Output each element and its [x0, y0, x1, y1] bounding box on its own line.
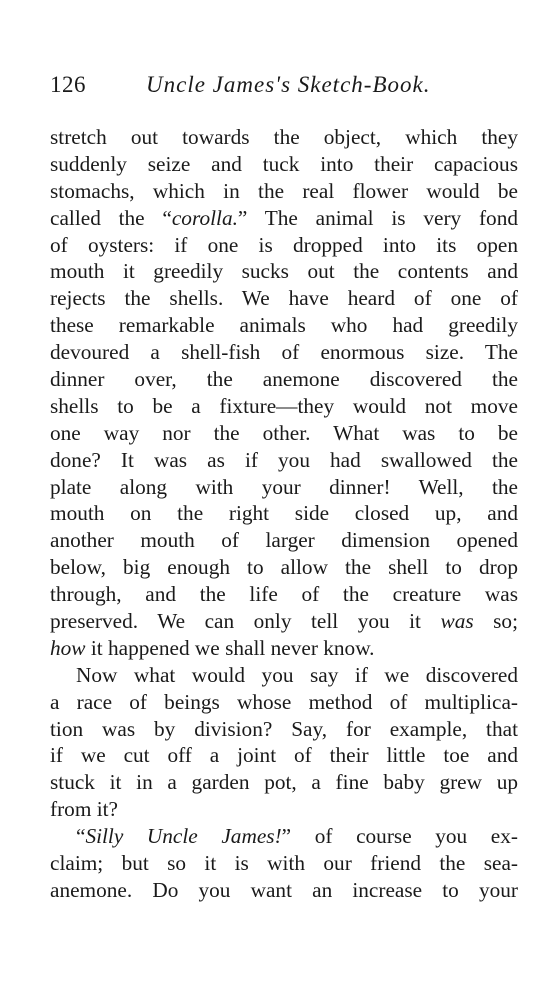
text-line	[50, 823, 518, 850]
text-line	[50, 796, 518, 823]
text-segment: done? It was as if you had swallowed the	[50, 447, 518, 472]
text-segment: called the “	[50, 205, 172, 230]
text-line	[50, 205, 518, 232]
text-segment: these remarkable animals who had greedily	[50, 313, 518, 338]
text-line	[50, 769, 518, 796]
page-header	[50, 72, 520, 106]
text-line	[50, 500, 518, 527]
text-segment: anemone. Do you want an increase to your	[50, 877, 518, 902]
text-line	[50, 608, 518, 635]
text-line	[50, 124, 518, 151]
text-segment: below, big enough to allow the shell to drop	[50, 555, 518, 580]
text-segment: if we cut off a joint of their little toe and	[50, 743, 518, 768]
text-segment: “	[76, 824, 86, 849]
text-line	[50, 850, 518, 877]
text-line	[50, 339, 518, 366]
text-line	[50, 742, 518, 769]
italic-text: was	[440, 609, 474, 634]
text-segment: ” The animal is very fond	[237, 205, 518, 230]
text-line	[50, 312, 518, 339]
text-segment: mouth on the right side closed up, and	[50, 501, 518, 526]
text-segment: devoured a shell-fish of enormous size. The	[50, 340, 518, 365]
text-segment: so;	[473, 609, 518, 634]
text-segment: mouth it greedily sucks out the contents and	[50, 259, 518, 284]
text-segment: shells to be a fixture—they would not move	[50, 393, 518, 418]
text-line	[50, 420, 518, 447]
text-segment: stuck it in a garden pot, a fine baby grew up	[50, 770, 518, 795]
text-segment: stretch out towards the object, which they	[50, 125, 518, 149]
text-segment: tion was by division? Say, for example, that	[50, 716, 518, 741]
text-segment: claim; but so it is with our friend the sea-	[50, 851, 518, 876]
text-line	[50, 447, 518, 474]
text-segment: of oysters: if one is dropped into its open	[50, 232, 518, 257]
running-title: Uncle James's Sketch-Book.	[146, 72, 431, 97]
text-line	[50, 581, 518, 608]
page-number: 126	[50, 72, 86, 97]
text-line	[50, 689, 518, 716]
text-line	[50, 474, 518, 501]
text-line	[50, 285, 518, 312]
text-line	[50, 527, 518, 554]
text-line	[50, 366, 518, 393]
text-segment: it happened we shall never know.	[85, 635, 375, 660]
text-segment: a race of beings whose method of multiplica-	[50, 689, 518, 714]
text-segment: one way nor the other. What was to be	[50, 420, 518, 445]
text-segment: plate along with your dinner! Well, the	[50, 474, 518, 499]
italic-text: Silly Uncle James!	[85, 824, 282, 849]
text-segment: through, and the life of the creature was	[50, 582, 518, 607]
text-segment: rejects the shells. We have heard of one of	[50, 286, 518, 311]
text-segment: Now what would you say if we discovered	[76, 662, 518, 687]
text-segment: dinner over, the anemone discovered the	[50, 367, 518, 392]
text-segment: ” of course you ex-	[281, 824, 518, 849]
text-segment: from it?	[50, 797, 119, 822]
text-segment: stomachs, which in the real flower would be	[50, 178, 518, 203]
text-line	[50, 393, 518, 420]
text-line	[50, 554, 518, 581]
text-line	[50, 662, 518, 689]
text-line	[50, 232, 518, 259]
body-text	[50, 124, 518, 904]
text-line	[50, 151, 518, 178]
text-line	[50, 716, 518, 743]
text-line	[50, 258, 518, 285]
text-segment: preserved. We can only tell you it	[50, 609, 441, 634]
text-segment: suddenly seize and tuck into their capacious	[50, 151, 518, 176]
text-line	[50, 635, 518, 662]
text-segment: another mouth of larger dimension opened	[50, 528, 518, 553]
text-line	[50, 178, 518, 205]
italic-text: how	[50, 635, 86, 660]
text-line	[50, 877, 518, 904]
italic-text: corolla.	[171, 205, 238, 230]
